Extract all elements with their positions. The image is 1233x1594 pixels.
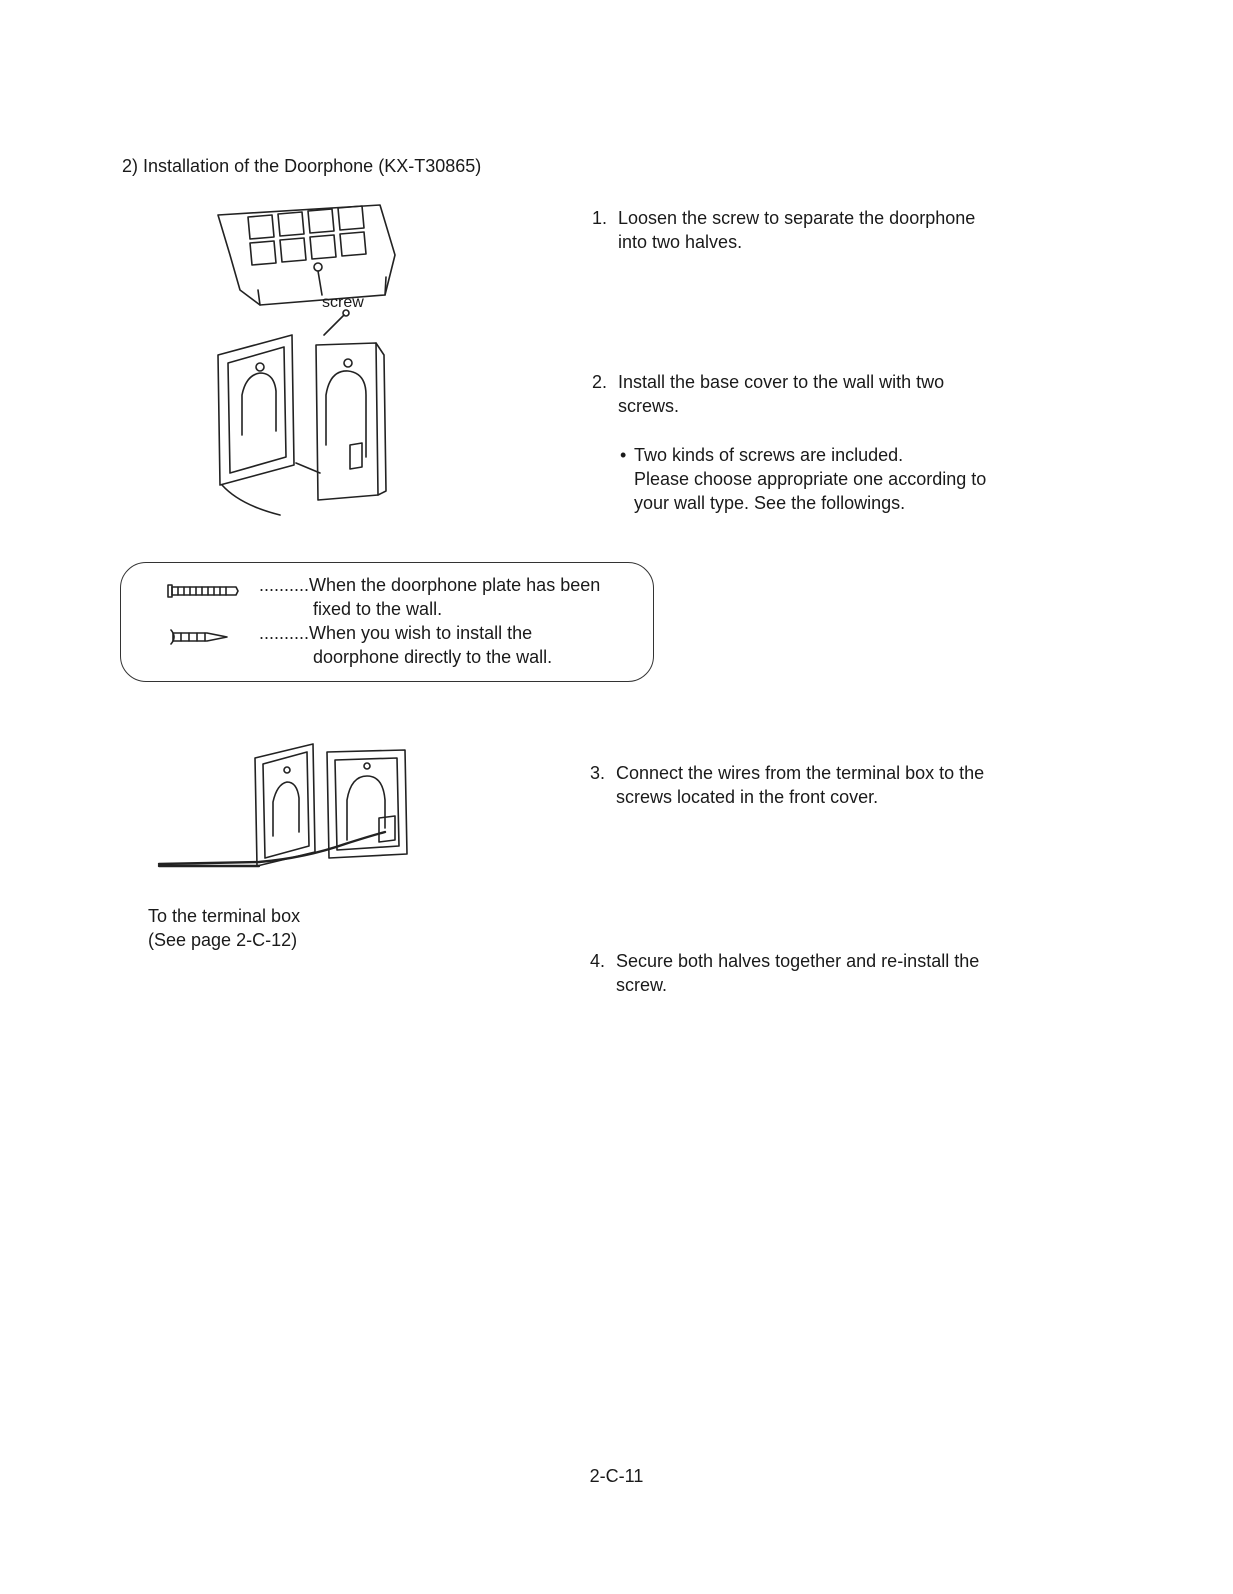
step-2-line-2: screws. xyxy=(618,396,680,416)
step-2-number: 2. xyxy=(592,372,608,392)
note-line-2: Please choose appropriate one according to xyxy=(634,469,987,489)
doorphone-disassembly-illustration xyxy=(200,195,430,525)
doorphone-front-unit xyxy=(218,205,395,305)
screw-row-2-dots: .......... xyxy=(259,623,310,643)
base-cover-half xyxy=(218,335,294,515)
front-cover-half xyxy=(296,343,386,500)
step-4-number: 4. xyxy=(590,951,606,971)
step-1-number: 1. xyxy=(592,208,608,228)
terminal-caption-line-1: To the terminal box xyxy=(148,906,301,926)
step-4-line-1: Secure both halves together and re-install the xyxy=(616,951,980,971)
screw-row-2-line-1: When you wish to install the xyxy=(309,623,533,643)
terminal-wiring-illustration xyxy=(155,740,425,875)
terminal-caption-line-2: (See page 2-C-12) xyxy=(148,930,298,950)
step-4-line-2: screw. xyxy=(616,975,668,995)
step-3-line-1: Connect the wires from the terminal box to the xyxy=(616,763,985,783)
screw-note xyxy=(620,443,986,515)
step-2 xyxy=(592,370,944,418)
note-line-1: Two kinds of screws are included. xyxy=(634,445,904,465)
step-3-number: 3. xyxy=(590,763,606,783)
section-model: (KX-T30865) xyxy=(378,156,482,176)
cable-line xyxy=(159,832,385,864)
screw-label: screw xyxy=(322,294,364,311)
screw-row-1-line-2: fixed to the wall. xyxy=(313,599,443,619)
step-4 xyxy=(590,949,979,997)
section-heading xyxy=(122,154,481,178)
step-3 xyxy=(590,761,984,809)
note-line-3: your wall type. See the followings. xyxy=(634,493,906,513)
screw-row-1 xyxy=(259,573,600,621)
step-3-line-2: screws located in the front cover. xyxy=(616,787,879,807)
front-cover-open xyxy=(327,750,407,858)
step-2-line-1: Install the base cover to the wall with two xyxy=(618,372,945,392)
short-screw-icon xyxy=(169,629,231,645)
screw-row-1-line-1: When the doorphone plate has been xyxy=(309,575,601,595)
terminal-caption xyxy=(148,904,300,952)
section-number: 2) xyxy=(122,156,139,176)
screw-icon xyxy=(324,310,349,335)
section-title: Installation of the Doorphone xyxy=(143,156,374,176)
note-bullet: • xyxy=(620,445,627,465)
long-screw-icon xyxy=(166,584,240,598)
step-1-line-2: into two halves. xyxy=(618,232,743,252)
screw-row-1-dots: .......... xyxy=(259,575,310,595)
screw-types-box xyxy=(120,562,654,682)
page-number: 2-C-11 xyxy=(589,1466,644,1486)
screw-row-2 xyxy=(259,621,552,669)
step-1-line-1: Loosen the screw to separate the doorphone xyxy=(618,208,976,228)
base-cover-wall xyxy=(255,744,315,866)
screw-row-2-line-2: doorphone directly to the wall. xyxy=(313,647,553,667)
step-1 xyxy=(592,206,975,254)
